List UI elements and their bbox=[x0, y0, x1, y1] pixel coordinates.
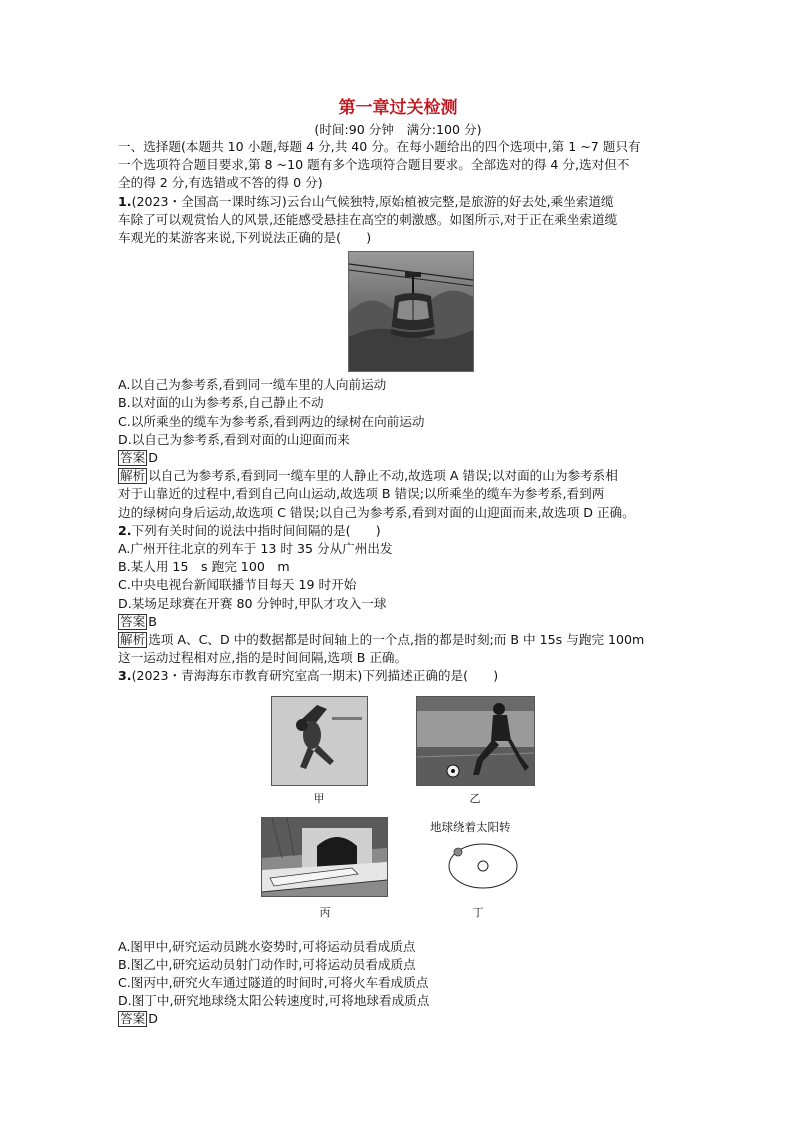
question-stem: (2023・全国高一课时练习)云台山气候独特,原始植被完整,是旅游的好去处,乘坐索道缆 bbox=[131, 193, 614, 209]
option-c: C.以所乘坐的缆车为参考系,看到两边的绿树在向前运动 bbox=[118, 413, 425, 429]
intro-line: 全的得 2 分,有选错或不答的得 0 分) bbox=[118, 175, 323, 191]
analysis-text: 选项 A、C、D 中的数据都是时间轴上的一个点,指的都是时刻;而 B 中 15s 与跑完 100m bbox=[148, 632, 645, 648]
intro-line: 一、选择题(本题共 10 小题,每题 4 分,共 40 分。在每小题给出的四个选项中,第 1 ~7 题只有 bbox=[118, 139, 641, 154]
page-title: 第一章过关检测 bbox=[338, 98, 458, 118]
option-d: D.图丁中,研究地球绕太阳公转速度时,可将地球看成质点 bbox=[118, 993, 430, 1009]
analysis-tag: 解析 bbox=[120, 632, 146, 648]
answer-value: D bbox=[148, 450, 158, 466]
question-stem: 下列有关时间的说法中指时间间隔的是( ) bbox=[131, 522, 381, 538]
answer-tag: 答案 bbox=[120, 1011, 146, 1027]
caption-bing: 丙 bbox=[319, 905, 331, 919]
answer-value: B bbox=[148, 613, 157, 629]
question-number: 3. bbox=[118, 668, 132, 684]
analysis-text: 这一运动过程相对应,指的是时间间隔,选项 B 正确。 bbox=[118, 650, 408, 666]
analysis-text: 对于山靠近的过程中,看到自己向山运动,故选项 B 错误;以所乘坐的缆车为参考系,看到两 bbox=[118, 486, 605, 502]
option-b: B.某人用 15 s 跑完 100 m bbox=[118, 559, 290, 575]
section-intro bbox=[118, 138, 678, 193]
orbit-label: 地球绕着太阳转 bbox=[430, 819, 511, 834]
intro-line: 一个选项符合题目要求,第 8 ~10 题有多个选项符合题目要求。全部选对的得 4 分,选对但不 bbox=[118, 157, 630, 173]
analysis-text: 以自己为参考系,看到同一缆车里的人静止不动,故选项 A 错误;以对面的山为参考系相 bbox=[148, 468, 618, 484]
diver-photo bbox=[271, 696, 368, 786]
question-number: 2. bbox=[118, 522, 132, 538]
answer-value: D bbox=[148, 1011, 158, 1027]
analysis-tag: 解析 bbox=[120, 468, 146, 484]
option-a: A.广州开往北京的列车于 13 时 35 分从广州出发 bbox=[118, 541, 393, 557]
football-photo bbox=[416, 696, 535, 786]
option-a: A.以自己为参考系,看到同一缆车里的人向前运动 bbox=[118, 377, 387, 393]
answer-tag: 答案 bbox=[120, 613, 146, 629]
train-tunnel-photo bbox=[261, 817, 388, 897]
cable-car-photo bbox=[348, 251, 474, 372]
caption-jia: 甲 bbox=[313, 791, 325, 805]
question-2 bbox=[118, 522, 678, 668]
caption-ding: 丁 bbox=[472, 905, 484, 919]
caption-yi: 乙 bbox=[469, 791, 481, 805]
answer-tag: 答案 bbox=[120, 450, 146, 466]
option-d: D.以自己为参考系,看到对面的山迎面而来 bbox=[118, 431, 350, 447]
question-number: 1. bbox=[118, 193, 132, 209]
exam-meta: (时间:90 分钟 满分:100 分) bbox=[314, 122, 482, 137]
question-stem: 车除了可以观赏怡人的风景,还能感受悬挂在高空的刺激感。如图所示,对于正在乘坐索道缆 bbox=[118, 211, 618, 227]
figure-grid bbox=[118, 686, 678, 938]
option-b: B.以对面的山为参考系,自己静止不动 bbox=[118, 395, 324, 411]
question-stem: (2023・青海海东市教育研究室高一期末)下列描述正确的是( ) bbox=[131, 668, 499, 684]
option-b: B.图乙中,研究运动员射门动作时,可将运动员看成质点 bbox=[118, 956, 416, 972]
option-c: C.中央电视台新闻联播节目每天 19 时开始 bbox=[118, 577, 357, 593]
orbit-diagram bbox=[446, 836, 521, 896]
question-stem: 车观光的某游客来说,下列说法正确的是( ) bbox=[118, 230, 372, 246]
document-page bbox=[118, 97, 678, 1029]
question-1 bbox=[118, 193, 678, 522]
option-a: A.图甲中,研究运动员跳水姿势时,可将运动员看成质点 bbox=[118, 938, 416, 954]
question-3 bbox=[118, 667, 678, 1028]
option-c: C.图丙中,研究火车通过隧道的时间时,可将火车看成质点 bbox=[118, 975, 429, 991]
analysis-text: 边的绿树向身后运动,故选项 C 错误;以自己为参考系,看到对面的山迎面而来,故选项 D 正确。 bbox=[118, 504, 635, 520]
option-d: D.某场足球赛在开赛 80 分钟时,甲队才攻入一球 bbox=[118, 595, 387, 611]
